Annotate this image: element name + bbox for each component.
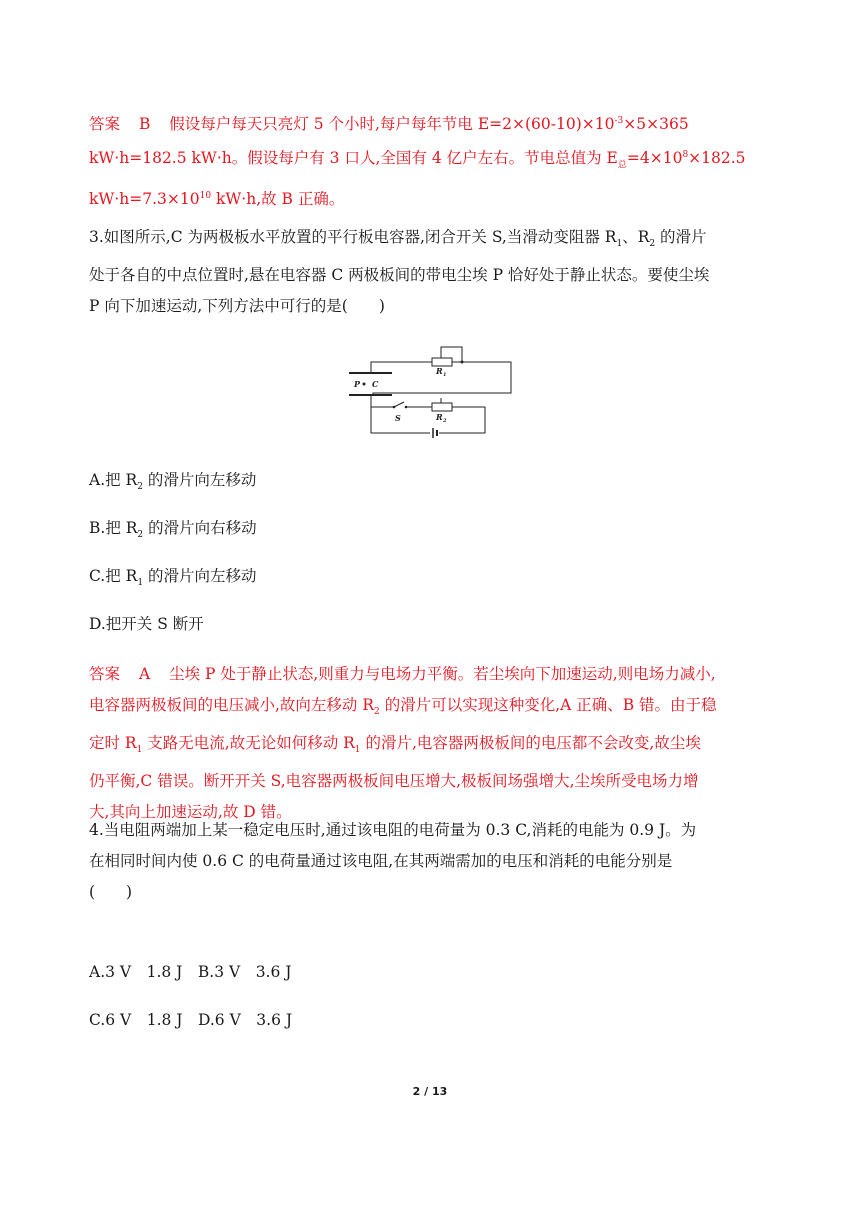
label-p: P (354, 379, 361, 389)
junction-dot (461, 361, 464, 364)
label-r1: R (436, 366, 443, 376)
label-c: C (372, 379, 379, 389)
q2-answer-line1: 答案 B 假设每户每天只亮灯 5 个小时,每户每年节电 $E=2\times(60-10)\times 10^{-3}\times 5\times 365$ (89, 115, 689, 134)
q3-answer: 答案 A 尘埃 P 处于静止状态,则重力与电场力平衡。若尘埃向下加速运动,则电场力减小, 电容器两极板间的电压减小,故向左移动 $R_2$ 的滑片可以实现这种变化,A 正确、B 错。由于稳 定时 $R_1$ 支路无电流,故无论如何移动 $R_1$ 的滑片,电容器两极板间的电压都不会改变,故尘埃 仍平衡,C 错误。断开开关 S,电容器两极板间电压增大,极板间场强增大,尘埃所受电场力增 大,其向上加速运动,故 D 错。 (89, 665, 717, 822)
svg-text:2: 2 (443, 418, 447, 424)
q2-answer-line2: kW·h=182.5 kW·h。假设每户有 3 口人,全国有 4 亿户左右。节电总值为 $E_总=4\times 10^8\times 182.5$ (89, 149, 746, 171)
svg-text:1: 1 (443, 372, 447, 378)
page-number: 2 / 13 (412, 1085, 448, 1098)
q4-options-row2: C.6 V 1.8 J D.6 V 3.6 J (89, 1011, 293, 1029)
option-b: B.把 $R_2$ 的滑片向右移动 (89, 519, 257, 541)
circuit-diagram (344, 342, 516, 442)
particle-p (363, 383, 366, 386)
q4-stem: 4.当电阻两端加上某一稳定电压时,通过该电阻的电荷量为 0.3 C,消耗的电能为 0.9 J。为 在相同时间内使 0.6 C 的电荷量通过该电阻,在其两端需加的电压和消耗的电能分别是 ( ) (89, 821, 697, 901)
q2-answer-line3: $kW\cdot h=7.3\times 10^{10}$ kW·h,故 B 正确。 (89, 190, 345, 209)
option-a: A.把 $R_2$ 的滑片向左移动 (89, 471, 257, 493)
label-s: S (395, 413, 401, 423)
answer-label: 答案 (89, 115, 121, 134)
option-d: D.把开关 S 断开 (89, 615, 204, 633)
answer-label: 答案 (89, 665, 121, 683)
q3-stem: 3.如图所示,C 为两极板水平放置的平行板电容器,闭合开关 S,当滑动变阻器 $R_1$、$R_2$ 的滑片 处于各自的中点位置时,悬在电容器 C 两极板间的带电尘埃 P 恰好处于静止状态。要使尘埃 P 向下加速运动,下列方法中可行的是( ) (89, 228, 710, 316)
q4-options-row1: A.3 V 1.8 J B.3 V 3.6 J (89, 963, 292, 981)
q2-answer (89, 106, 789, 216)
label-r2: R (436, 412, 443, 422)
answer-choice: B (138, 115, 151, 134)
answer-choice: A (138, 665, 151, 683)
option-c: C.把 $R_1$ 的滑片向左移动 (89, 567, 257, 589)
